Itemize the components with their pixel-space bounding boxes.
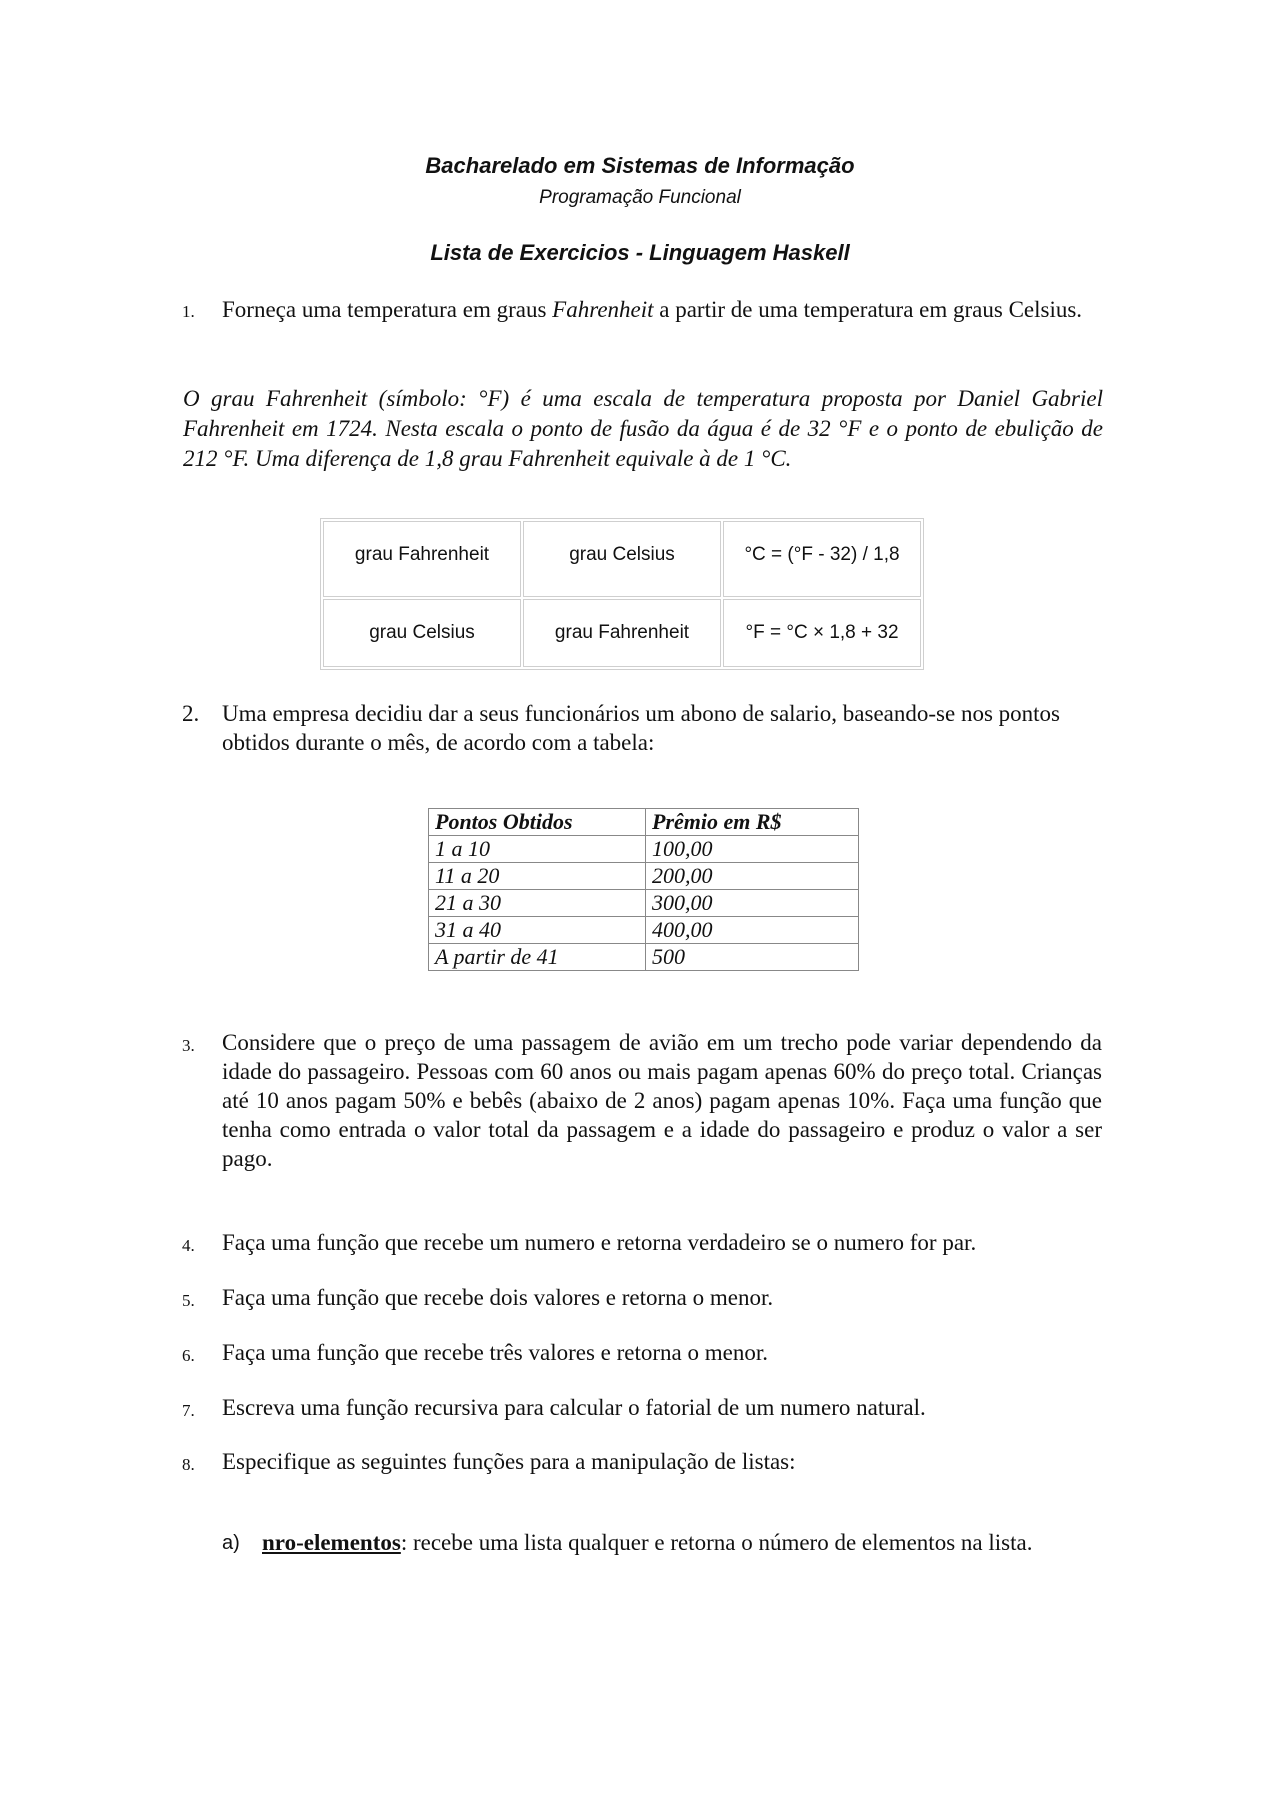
question-2 xyxy=(182,699,1102,757)
table-cell: 400,00 xyxy=(646,917,859,944)
table-row xyxy=(429,944,859,971)
table-cell: grau Fahrenheit xyxy=(523,599,721,667)
question-7 xyxy=(182,1393,1102,1422)
question-text: Considere que o preço de uma passagem de avião em um trecho pode variar dependendo da idade do passageiro. Pessoas com 60 anos ou mais pagam apenas 60% do preço total. Crianças até 10 anos pagam 50% e bebês (abaixo de 2 anos) pagam apenas 10%. Faça uma função que tenha como entrada o valor total da passagem e a idade do passageiro e produz o valor a ser pago. xyxy=(222,1030,1102,1171)
table-row xyxy=(429,890,859,917)
question-3 xyxy=(182,1028,1102,1173)
question-1 xyxy=(182,295,1102,324)
table-cell: 11 a 20 xyxy=(429,863,646,890)
question-number: 2. xyxy=(182,701,200,726)
course-subtitle: Programação Funcional xyxy=(539,187,741,208)
fahrenheit-note: O grau Fahrenheit (símbolo: °F) é uma escala de temperatura proposta por Daniel Gabriel Fahrenheit em 1724. Nesta escala o ponto de fusão da água é de 32 °F e o ponto de ebulição de 212 °F. Uma diferença de 1,8 grau Fahrenheit equivale à de 1 °C. xyxy=(183,386,1103,471)
table-row xyxy=(429,917,859,944)
question-number: 6. xyxy=(182,1346,195,1365)
question-text: Faça uma função que recebe três valores e retorna o menor. xyxy=(222,1340,768,1365)
subitem-a xyxy=(222,1525,1102,1561)
table-row xyxy=(323,599,921,667)
question-6 xyxy=(182,1338,1102,1367)
table-cell: °C = (°F - 32) / 1,8 xyxy=(723,521,921,597)
question-8 xyxy=(182,1447,1102,1476)
table-cell: 200,00 xyxy=(646,863,859,890)
table-cell: °F = °C × 1,8 + 32 xyxy=(723,599,921,667)
table-cell: 21 a 30 xyxy=(429,890,646,917)
table-header-row xyxy=(429,809,859,836)
table-cell: 31 a 40 xyxy=(429,917,646,944)
column-header: Prêmio em R$ xyxy=(646,809,859,836)
question-number: 8. xyxy=(182,1455,195,1474)
question-text: Escreva uma função recursiva para calcular o fatorial de um numero natural. xyxy=(222,1395,926,1420)
subitem-label: a) xyxy=(222,1532,240,1554)
table-cell: 300,00 xyxy=(646,890,859,917)
question-text: Faça uma função que recebe dois valores e retorna o menor. xyxy=(222,1285,774,1310)
question-text: Uma empresa decidiu dar a seus funcionários um abono de salario, baseando-se nos pontos obtidos durante o mês, de acordo com a tabela: xyxy=(222,701,1060,755)
conversion-table xyxy=(320,518,924,670)
question-number: 5. xyxy=(182,1291,195,1310)
table-cell: grau Celsius xyxy=(323,599,521,667)
question-number: 7. xyxy=(182,1401,195,1420)
question-number: 4. xyxy=(182,1236,195,1255)
question-4 xyxy=(182,1228,1102,1257)
table-row xyxy=(429,836,859,863)
question-number: 3. xyxy=(182,1036,195,1055)
table-cell: 1 a 10 xyxy=(429,836,646,863)
list-title: Lista de Exercicios - Linguagem Haskell xyxy=(430,240,850,265)
table-cell: 500 xyxy=(646,944,859,971)
question-text: Forneça uma temperatura em graus Fahrenheit a partir de uma temperatura em graus Celsius. xyxy=(222,297,1083,322)
question-text: Faça uma função que recebe um numero e retorna verdadeiro se o numero for par. xyxy=(222,1230,977,1255)
question-5 xyxy=(182,1283,1102,1312)
table-row xyxy=(323,521,921,597)
table-cell: grau Celsius xyxy=(523,521,721,597)
table-cell: grau Fahrenheit xyxy=(323,521,521,597)
subitem-text: nro-elementos: recebe uma lista qualquer e retorna o número de elementos na lista. xyxy=(262,1530,1033,1555)
prize-table xyxy=(428,808,859,971)
course-title: Bacharelado em Sistemas de Informação xyxy=(425,153,855,178)
column-header: Pontos Obtidos xyxy=(429,809,646,836)
question-number: 1. xyxy=(182,302,195,321)
table-cell: 100,00 xyxy=(646,836,859,863)
table-row xyxy=(429,863,859,890)
function-name: nro-elementos xyxy=(262,1530,401,1555)
table-cell: A partir de 41 xyxy=(429,944,646,971)
question-text: Especifique as seguintes funções para a manipulação de listas: xyxy=(222,1449,796,1474)
